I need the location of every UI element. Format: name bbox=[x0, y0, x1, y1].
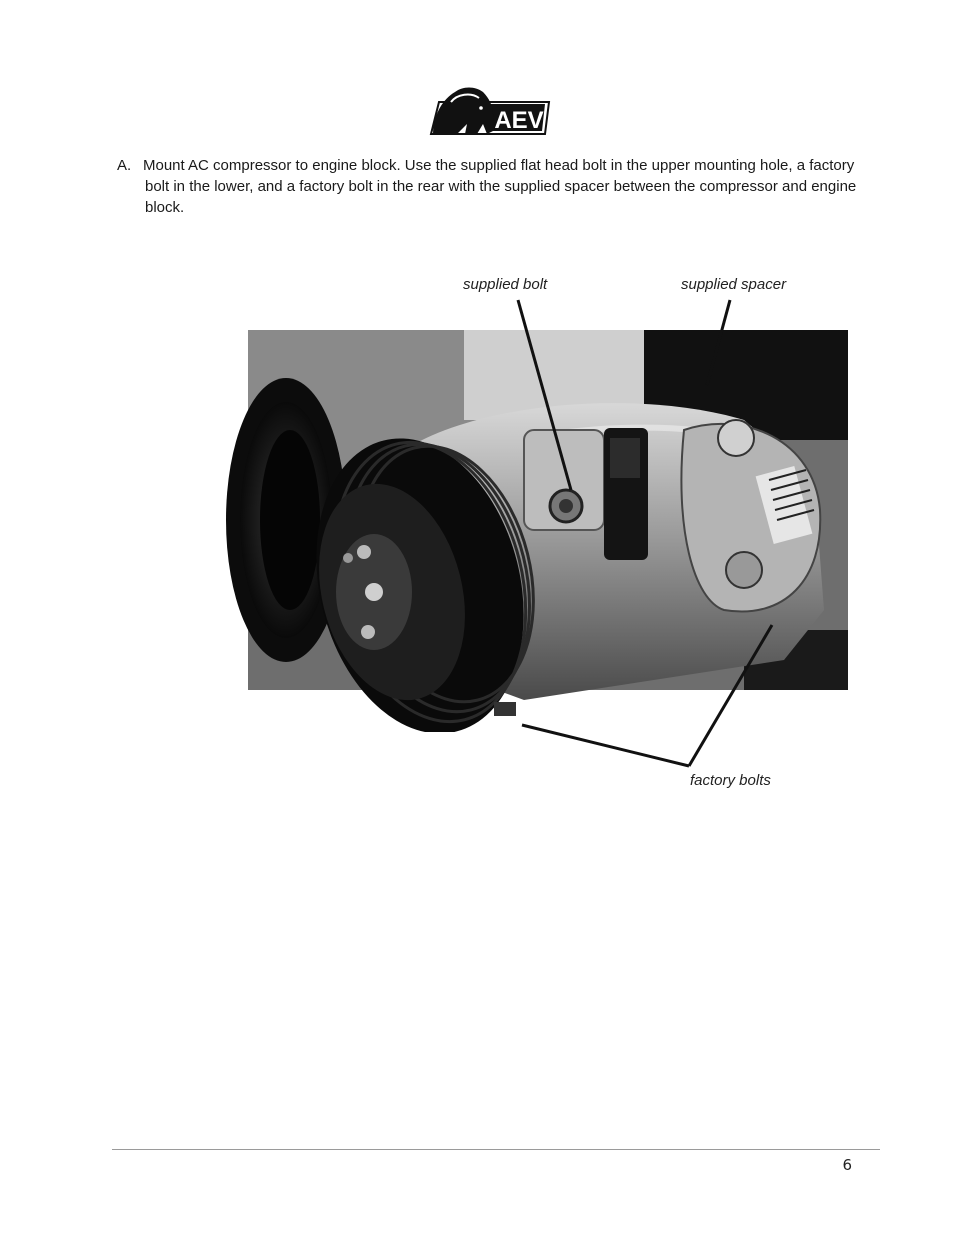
step-marker: A. bbox=[117, 157, 132, 174]
page-number: 6 bbox=[842, 1156, 852, 1174]
instruction-step bbox=[117, 155, 877, 218]
callout-factory-bolts: factory bolts bbox=[690, 772, 771, 789]
logo-wordmark: AEV bbox=[494, 107, 544, 134]
compressor-photo bbox=[224, 330, 848, 732]
callout-supplied-bolt: supplied bolt bbox=[463, 276, 548, 293]
aev-logo bbox=[403, 80, 579, 146]
callout-supplied-spacer: supplied spacer bbox=[681, 276, 787, 293]
step-text: Mount AC compressor to engine block. Use the supplied flat head bolt in the upper mounting hole, a factory bolt in the lower, and a factory bolt in the rear with the supplied spacer between the compressor and engine block. bbox=[143, 157, 857, 216]
footer-rule bbox=[112, 1149, 880, 1150]
